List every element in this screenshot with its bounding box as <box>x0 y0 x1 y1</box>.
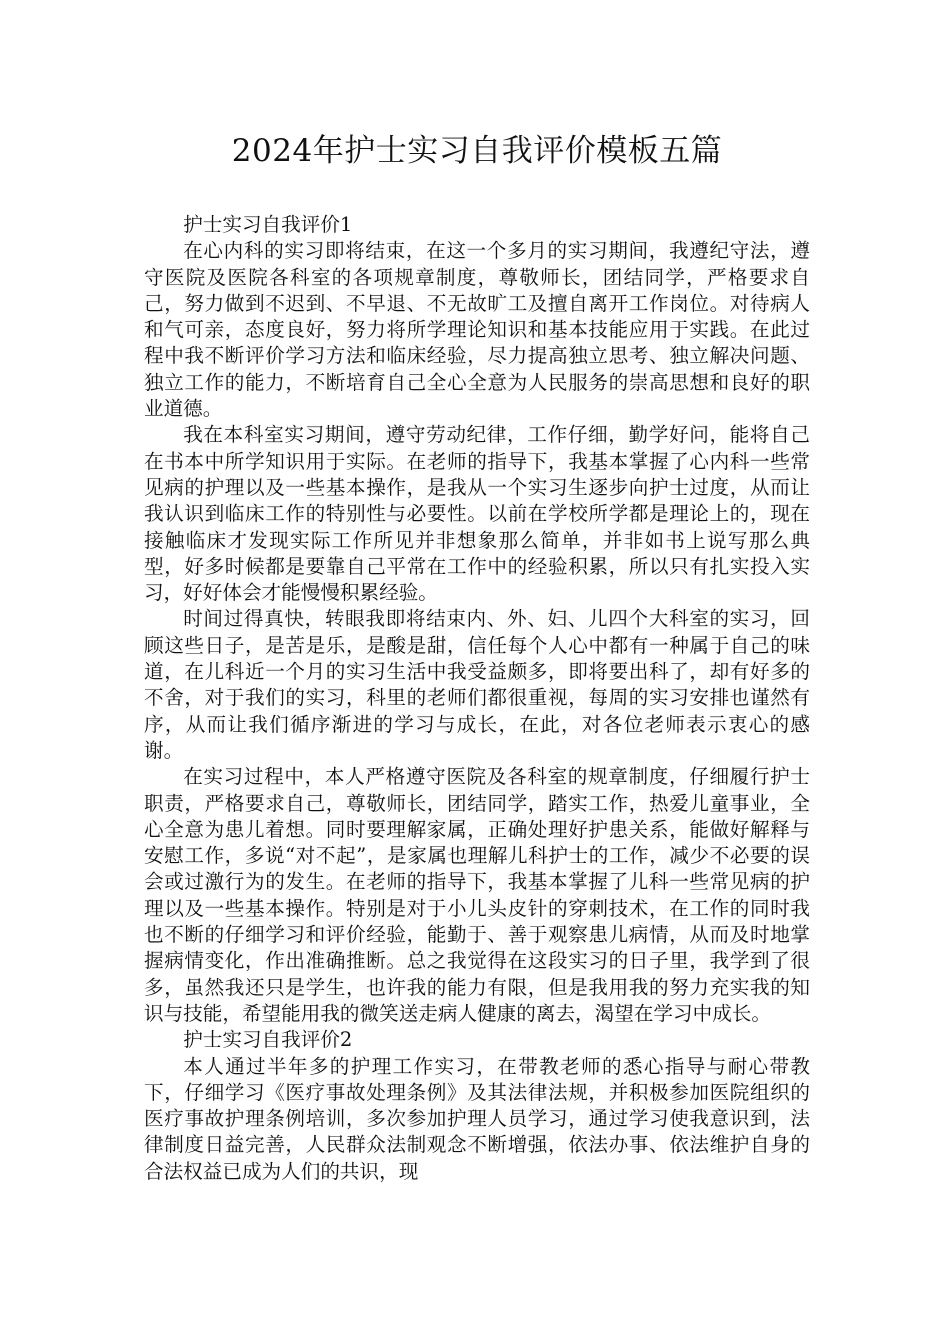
body-paragraph: 在心内科的实习即将结束，在这一个多月的实习期间，我遵纪守法，遵守医院及医院各科室的各项规章制度，尊敬师长，团结同学，严格要求自己，努力做到不迟到、不早退、不无故旷工及擅自离开工作岗位。对待病人和气可亲，态度良好，努力将所学理论知识和基本技能应用于实践。在此过程中我不断评价学习方法和临床经验，尽力提高独立思考、独立解决问题、独立工作的能力，不断培育自己全心全意为人民服务的崇高思想和良好的职业道德。 <box>144 239 810 421</box>
body-paragraph: 在实习过程中，本人严格遵守医院及各科室的规章制度，仔细履行护士职责，严格要求自己，尊敬师长，团结同学，踏实工作，热爱儿童事业，全心全意为患儿着想。同时要理解家属，正确处理好护患关系，能做好解释与安慰工作，多说“对不起”，是家属也理解儿科护士的工作，减少不必要的误会或过激行为的发生。在老师的指导下，我基本掌握了儿科一些常见病的护理以及一些基本操作。特别是对于小儿头皮针的穿刺技术，在工作的同时我也不断的仔细学习和评价经验，能勤于、善于观察患儿病情，从而及时地掌握病情变化，作出准确推断。总之我觉得在这段实习的日子里，我学到了很多，虽然我还只是学生，也许我的能力有限，但是我用我的努力充实我的知识与技能，希望能用我的微笑送走病人健康的离去，渴望在学习中成长。 <box>144 765 810 1025</box>
document-title: 2024年护士实习自我评价模板五篇 <box>231 133 723 169</box>
body-paragraph: 本人通过半年多的护理工作实习，在带教老师的悉心指导与耐心带教下，仔细学习《医疗事故处理条例》及其法律法规，并积极参加医院组织的医疗事故护理条例培训，多次参加护理人员学习，通过学习使我意识到，法律制度日益完善，人民群众法制观念不断增强，依法办事、依法维护自身的合法权益已成为人们的共识，现 <box>144 1054 810 1183</box>
body-paragraph: 时间过得真快，转眼我即将结束内、外、妇、儿四个大科室的实习，回顾这些日子，是苦是乐，是酸是甜，信任每个人心中都有一种属于自己的味道，在儿科近一个月的实习生活中我受益颇多，即将要出科了，却有好多的不舍，对于我们的实习，科里的老师们都很重视，每周的实习安排也谨然有序，从而让我们循序渐进的学习与成长，在此，对各位老师表示衷心的感谢。 <box>144 607 810 762</box>
section-heading-1: 护士实习自我评价1 <box>183 213 353 236</box>
section-heading-2: 护士实习自我评价2 <box>183 1028 353 1052</box>
body-paragraph: 我在本科室实习期间，遵守劳动纪律，工作仔细，勤学好问，能将自己在书本中所学知识用于实际。在老师的指导下，我基本掌握了心内科一些常见病的护理以及一些基本操作，是我从一个实习生逐步向护士过度，从而让我认识到临床工作的特别性与必要性。以前在学校所学都是理论上的，现在接触临床才发现实际工作所见并非想象那么简单，并非如书上说写那么典型，好多时候都是要靠自己平常在工作中的经验积累，所以只有扎实投入实习，好好体会才能慢慢积累经验。 <box>144 423 810 605</box>
document-body <box>144 212 810 1185</box>
